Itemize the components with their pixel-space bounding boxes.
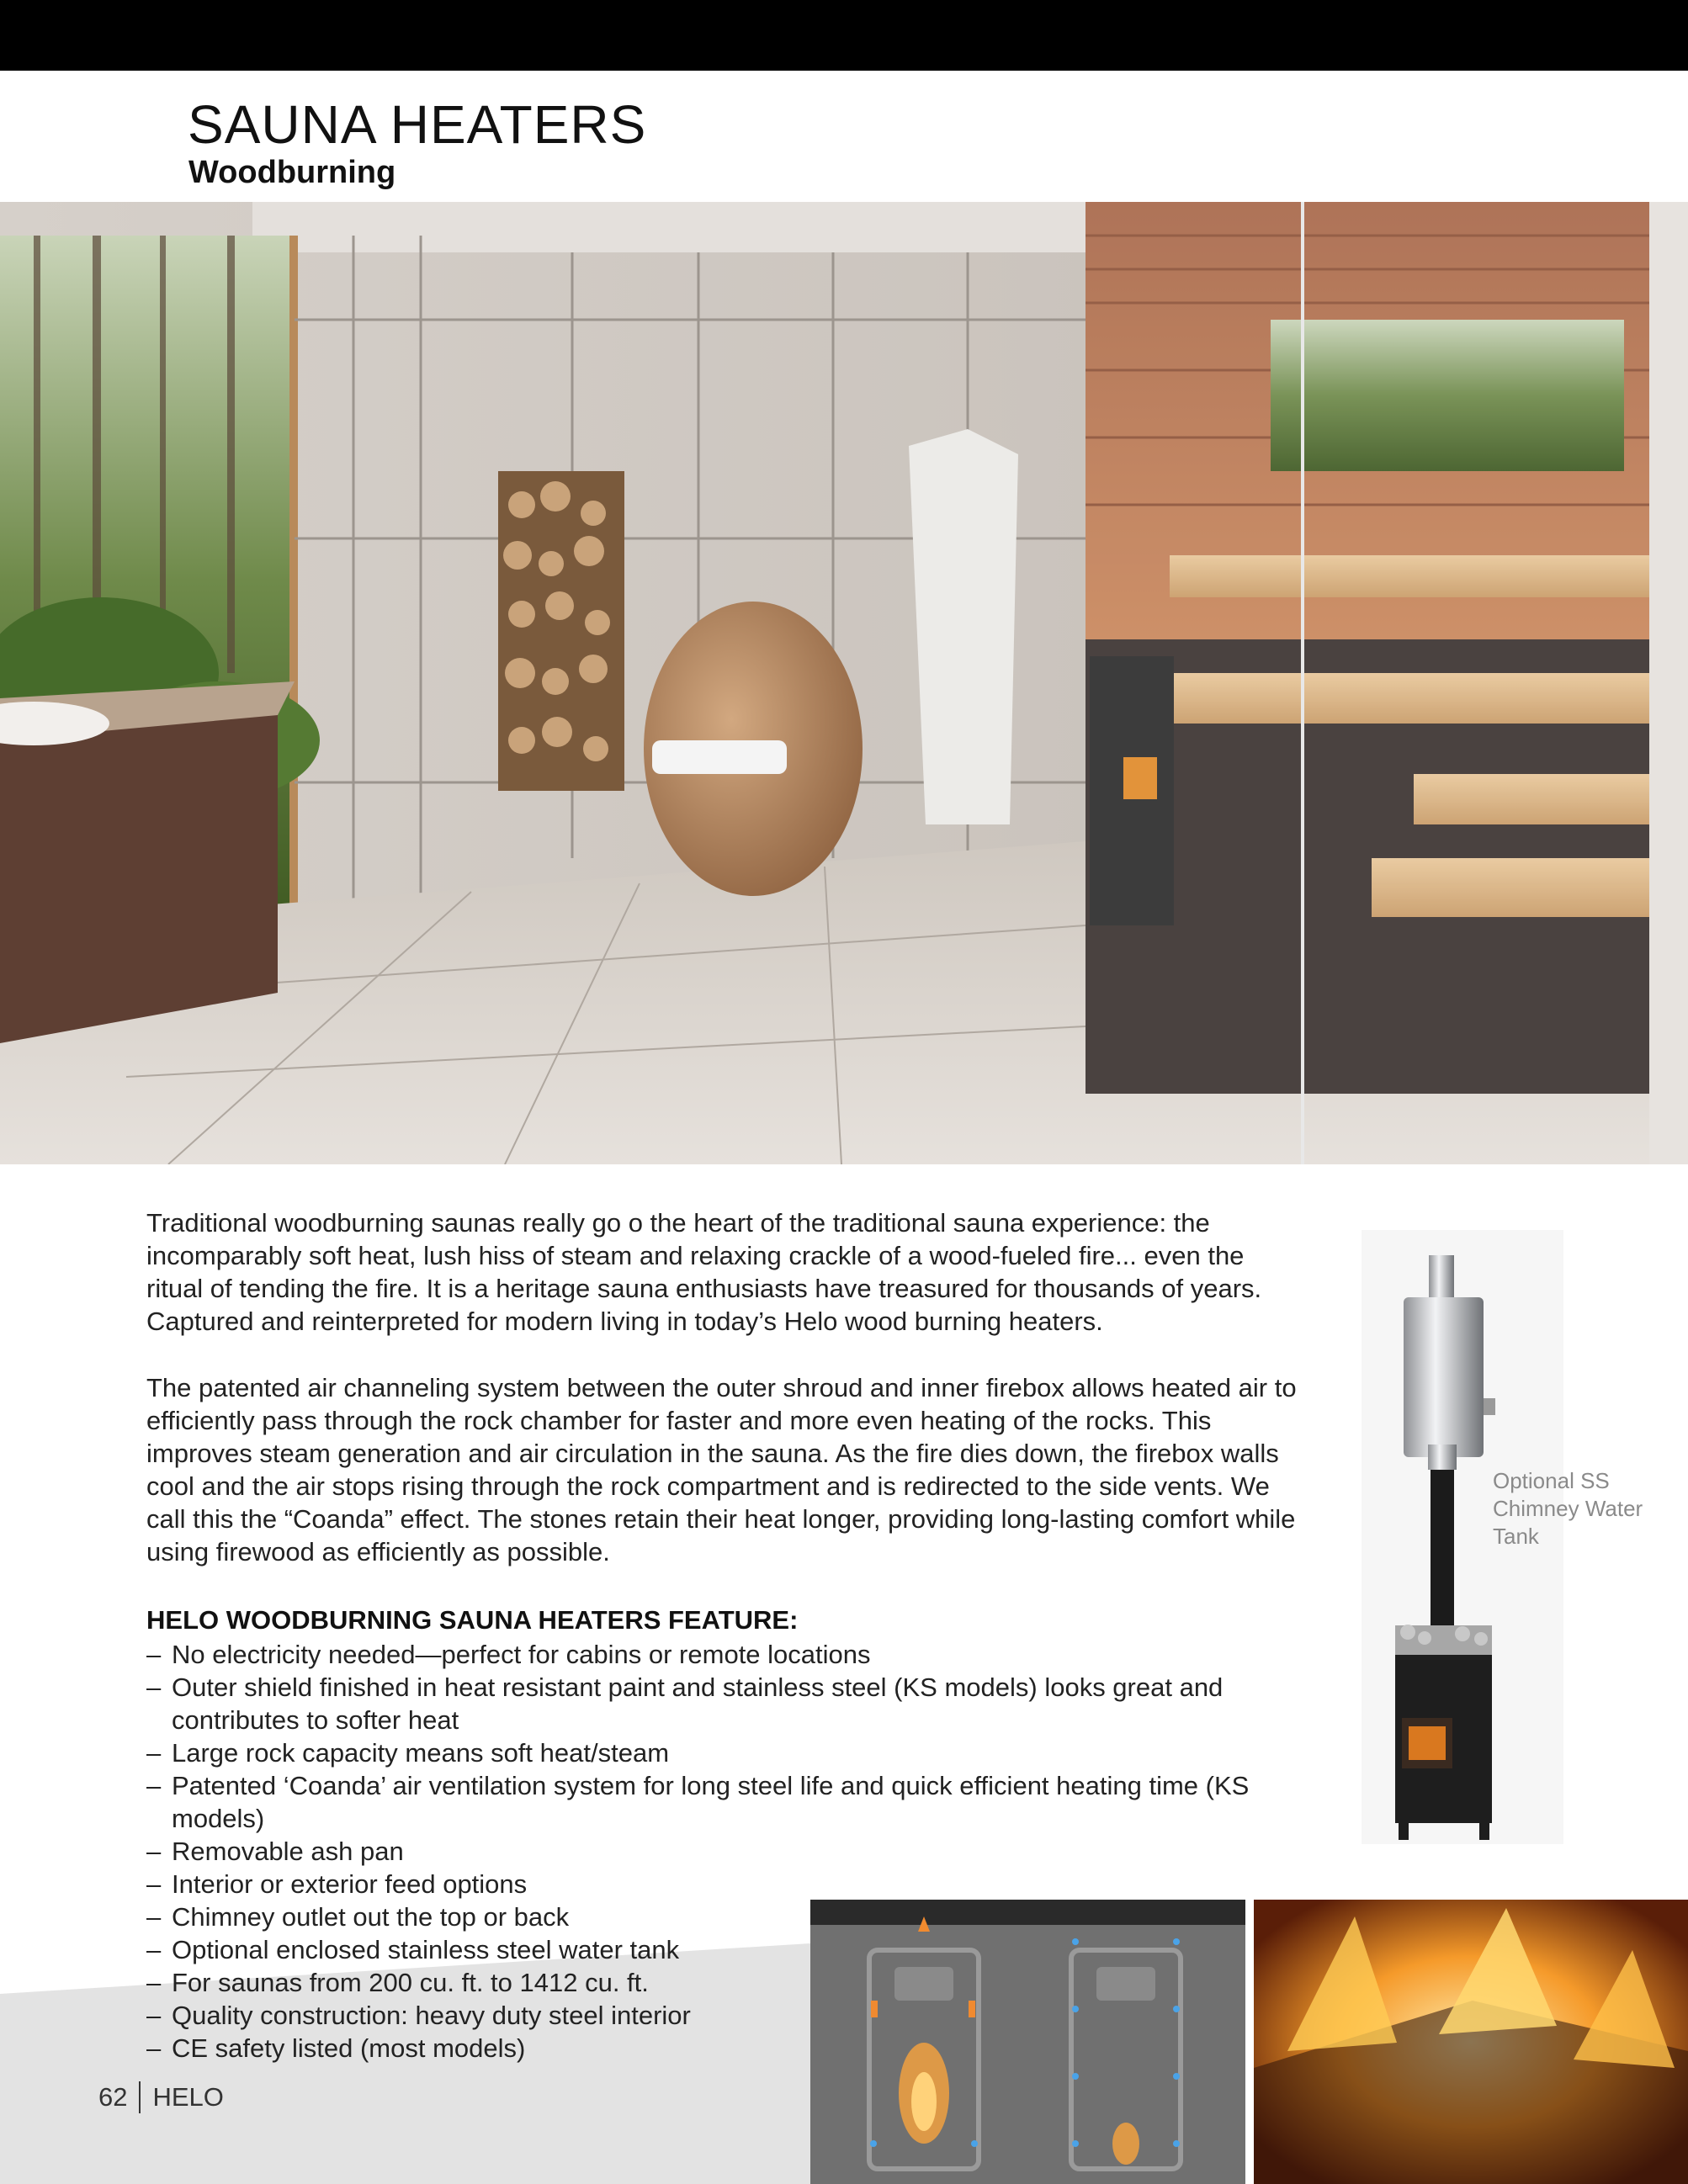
- features-heading: HELO WOODBURNING SAUNA HEATERS FEATURE:: [146, 1605, 799, 1635]
- page-footer: [98, 2081, 224, 2113]
- feature-item: – Quality construction: heavy duty steel interior: [146, 1999, 1308, 2032]
- feature-item: – Removable ash pan: [146, 1835, 1308, 1868]
- feature-item: – Chimney outlet out the top or back: [146, 1900, 1308, 1933]
- fire-photo: [1254, 1900, 1688, 2184]
- feature-item: – For saunas from 200 cu. ft. to 1412 cu. ft.: [146, 1966, 1308, 1999]
- feature-item: – Optional enclosed stainless steel water tank: [146, 1933, 1308, 1966]
- hero-sauna-photo: [0, 202, 1688, 1164]
- intro-paragraph-2: The patented air channeling system between the outer shroud and inner firebox allows heated air to efficiently pass through the rock chamber for faster and more even heating of the rocks. This improves steam generation and air circulation in the sauna. As the fire dies down, the firebox walls cool and the air stops rising through the rock compartment and is redirected to the side vents. We call this the “Coanda” effect. The stones retain their heat longer, providing long-lasting comfort while using firewood as efficiently as possible.: [146, 1373, 1297, 1566]
- feature-item: – Patented ‘Coanda’ air ventilation system for long steel life and quick efficient heating time (KS models): [146, 1769, 1308, 1835]
- footer-brand: HELO: [152, 2082, 224, 2112]
- top-black-bar: [0, 0, 1688, 71]
- coanda-airflow-diagram: [810, 1900, 1245, 2184]
- footer-divider: [139, 2081, 141, 2113]
- page-subtitle: Woodburning: [188, 155, 396, 190]
- page-number: 62: [98, 2082, 128, 2112]
- feature-item: – CE safety listed (most models): [146, 2032, 1308, 2065]
- intro-paragraph-1: Traditional woodburning saunas really go o the heart of the traditional sauna experience: the incomparably soft heat, lush hiss of steam and relaxing crackle of a wood-fueled fire... even the ritual of tending the fire. It is a heritage sauna enthusiasts have treasured for thousands of years. Captured and reinterpreted for modern living in today’s Helo wood burning heaters.: [146, 1208, 1262, 1336]
- page-title: SAUNA HEATERS: [188, 94, 647, 155]
- feature-item: – No electricity needed—perfect for cabins or remote locations: [146, 1638, 1308, 1671]
- feature-item: – Interior or exterior feed options: [146, 1868, 1308, 1900]
- heater-caption: Optional SS Chimney Water Tank: [1493, 1468, 1643, 1549]
- feature-item: – Large rock capacity means soft heat/steam: [146, 1736, 1308, 1769]
- feature-item: – Outer shield finished in heat resistant paint and stainless steel (KS models) looks great and contributes to softer heat: [146, 1671, 1308, 1736]
